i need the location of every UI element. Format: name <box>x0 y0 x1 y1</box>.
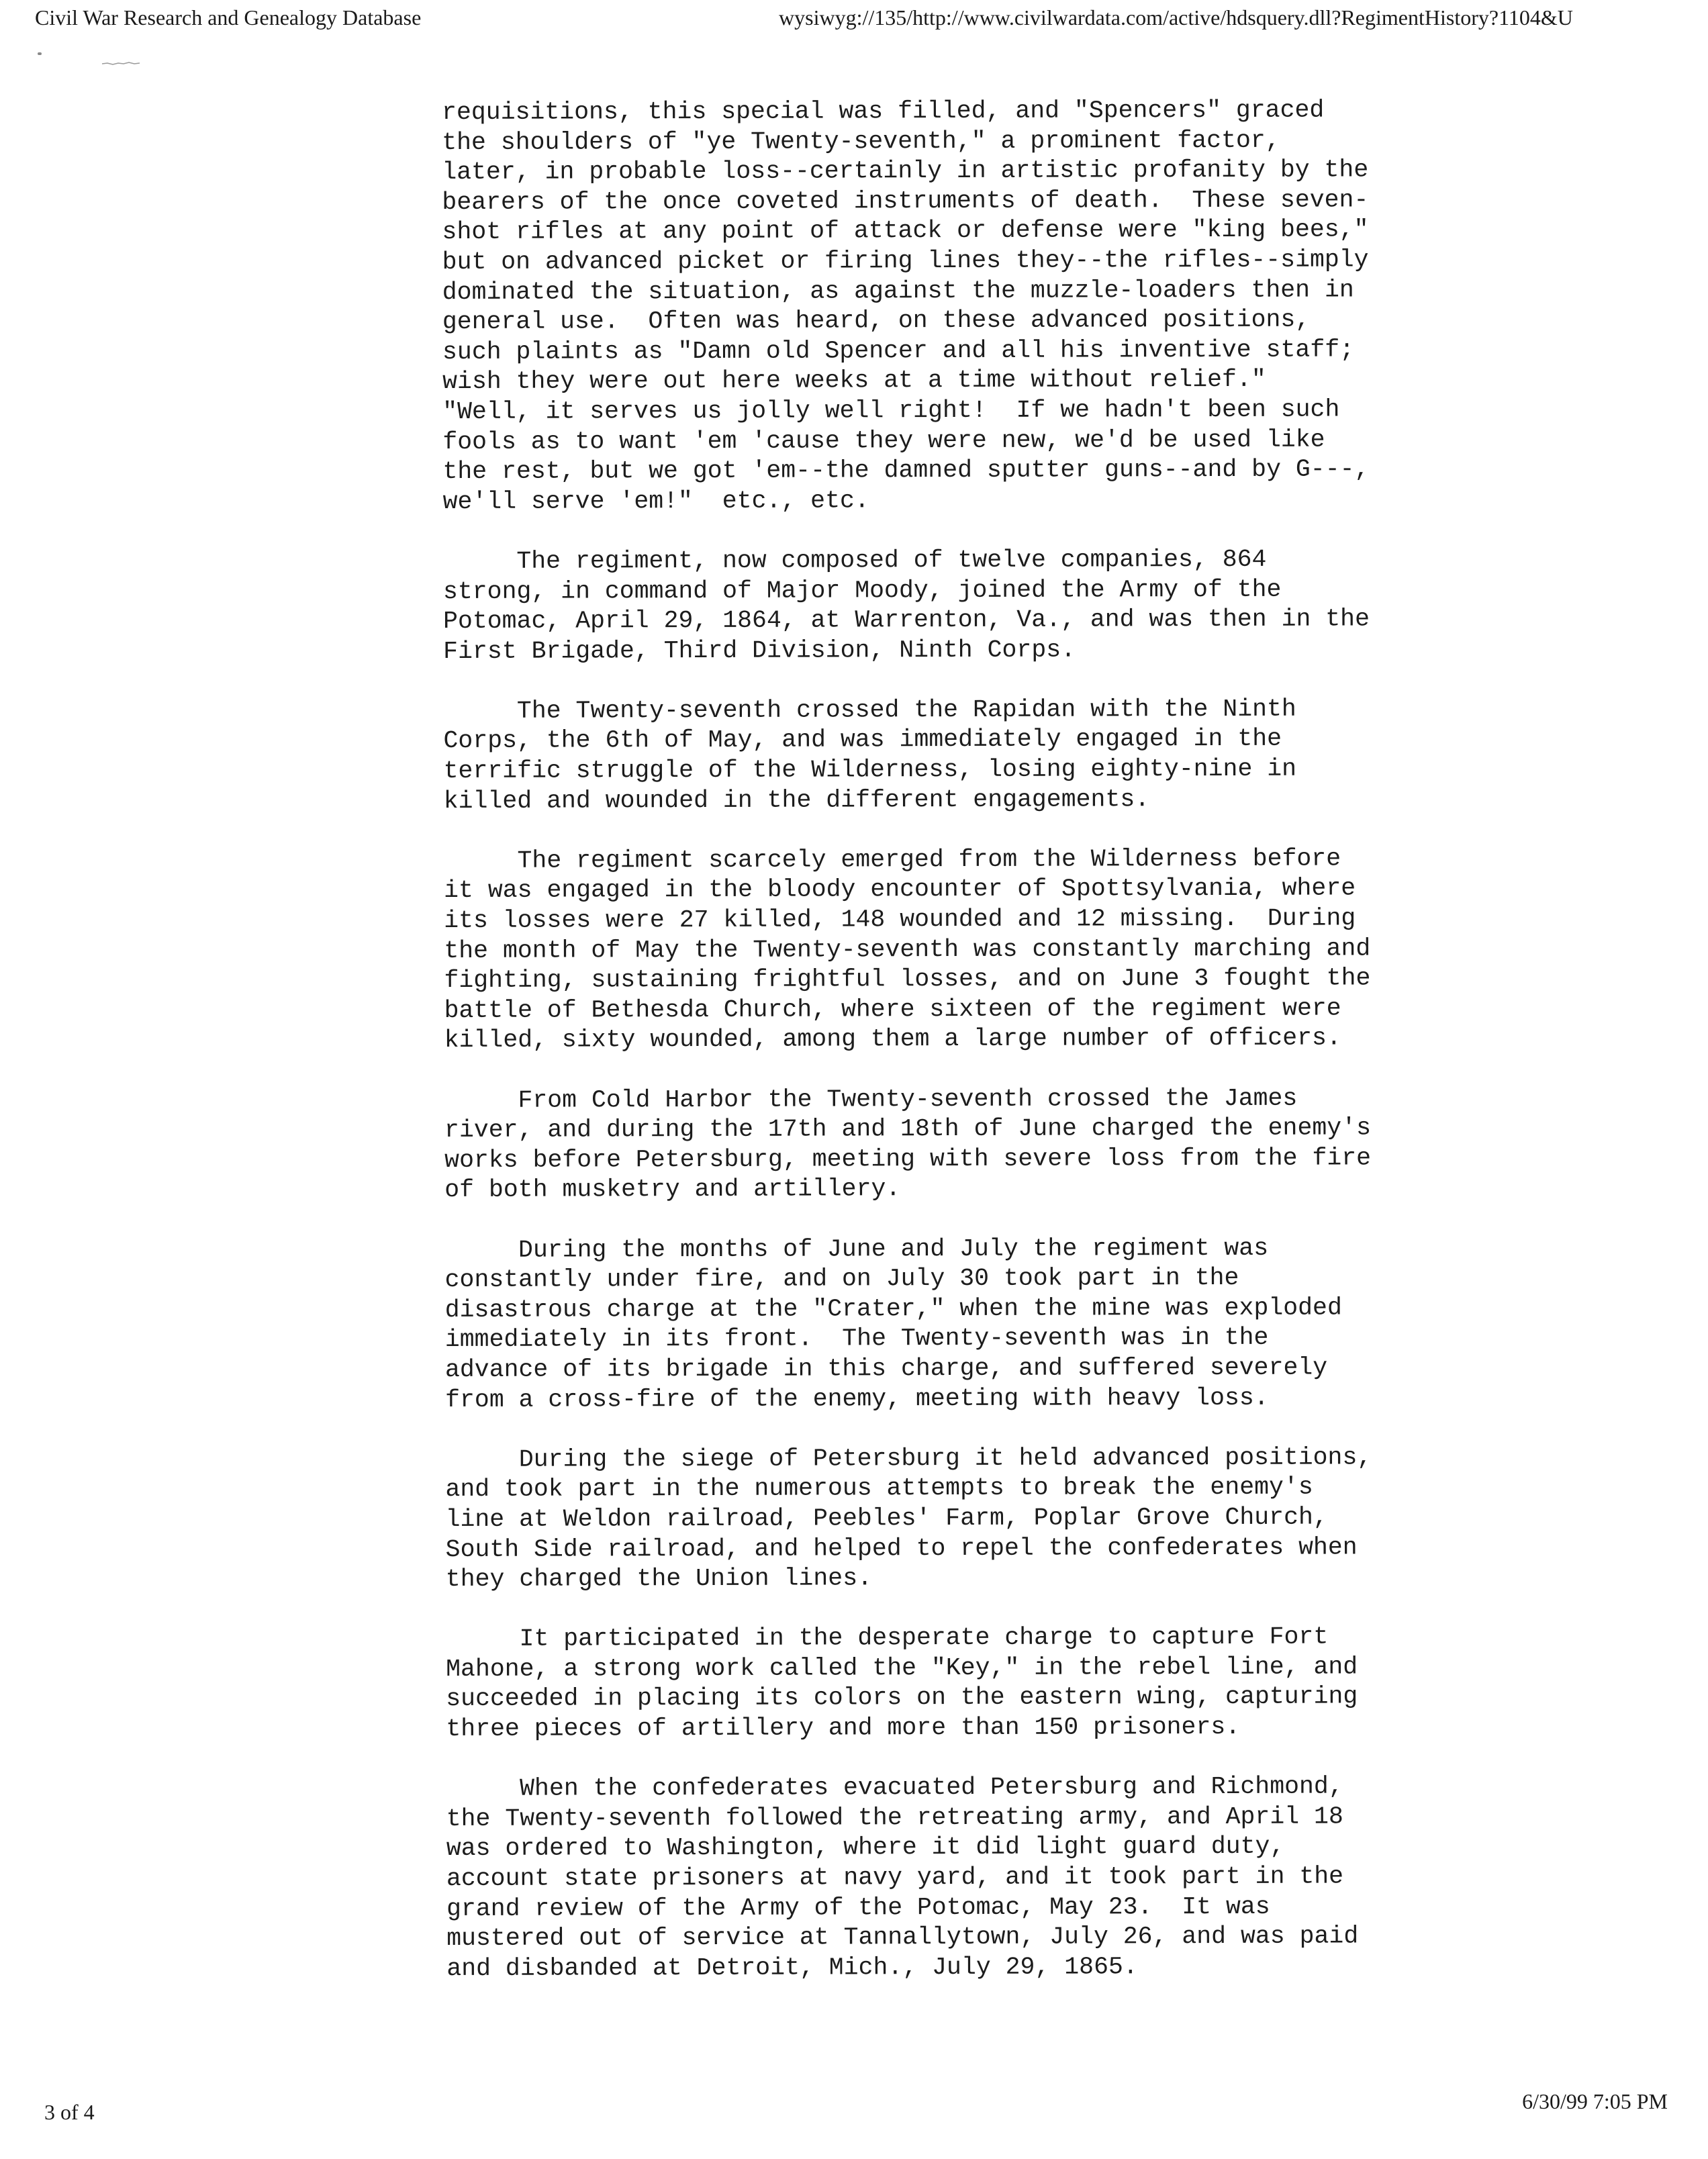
text-line: was ordered to Washington, where it did light guard duty, <box>446 1833 1285 1863</box>
text-line: It participated in the desperate charge to capture Fort <box>445 1623 1329 1653</box>
paragraph <box>443 694 1524 817</box>
text-line: we'll serve 'em!" etc., etc. <box>442 487 869 516</box>
text-line: The regiment, now composed of twelve companies, 864 <box>442 545 1267 575</box>
text-line: later, in probable loss--certainly in artistic profanity by the <box>442 156 1369 187</box>
page-indicator: 3 of 4 <box>44 2100 95 2124</box>
text-line: mustered out of service at Tannallytown, July 26, and was paid <box>446 1922 1359 1953</box>
paragraph <box>445 1442 1527 1594</box>
text-line: and took part in the numerous attempts to break the enemy's <box>445 1473 1313 1504</box>
text-line: The regiment scarcely emerged from the Wilderness before <box>443 845 1341 875</box>
site-title: Civil War Research and Genealogy Database <box>35 5 422 30</box>
text-line: disastrous charge at the "Crater," when the mine was exploded <box>444 1294 1342 1324</box>
text-line: the rest, but we got 'em--the damned sputter guns--and by G---, <box>442 455 1370 486</box>
print-timestamp: 6/30/99 7:05 PM <box>1522 2089 1668 2113</box>
text-line: wish they were out here weeks at a time without relief." <box>442 366 1266 396</box>
text-line: killed and wounded in the different engagements. <box>443 785 1150 815</box>
text-line: three pieces of artillery and more than 150 prisoners. <box>446 1713 1241 1743</box>
paragraph <box>444 1083 1525 1206</box>
text-line: bearers of the once coveted instruments of death. These seven- <box>442 186 1369 216</box>
text-line: killed, sixty wounded, among them a large number of officers. <box>444 1024 1341 1055</box>
text-line: "Well, it serves us jolly well right! If we hadn't been such <box>442 395 1340 426</box>
text-line: account state prisoners at navy yard, and it took part in the <box>446 1862 1344 1893</box>
paragraph <box>446 1772 1528 1984</box>
text-line: works before Petersburg, meeting with severe loss from the fire <box>444 1144 1372 1174</box>
text-line: immediately in its front. The Twenty-seventh was in the <box>444 1324 1269 1354</box>
scan-speck <box>38 52 42 55</box>
text-line: but on advanced picket or firing lines they--the rifles--simply <box>442 246 1369 276</box>
text-line: From Cold Harbor the Twenty-seventh crossed the James <box>444 1084 1298 1114</box>
text-line: grand review of the Army of the Potomac, May 23. It was <box>446 1892 1270 1923</box>
text-line: When the confederates evacuated Petersburg and Richmond, <box>446 1772 1343 1803</box>
scan-smudge <box>101 60 141 66</box>
text-line: advance of its brigade in this charge, and suffered severely <box>444 1353 1328 1384</box>
text-line: from a cross-fire of the enemy, meeting with heavy loss. <box>445 1384 1269 1414</box>
text-line: Potomac, April 29, 1864, at Warrenton, Va., and was then in the <box>442 605 1370 636</box>
paragraph <box>442 95 1524 518</box>
text-line: strong, in command of Major Moody, joined the Army of the <box>442 575 1282 606</box>
paragraph <box>446 1622 1527 1745</box>
text-line: South Side railroad, and helped to repel the confederates when <box>445 1533 1358 1564</box>
page-url: wysiwyg://135/http://www.civilwardata.com/active/hdsquery.dll?RegimentHistory?1104&U <box>779 5 1573 30</box>
text-line: river, and during the 17th and 18th of June charged the enemy's <box>444 1114 1372 1145</box>
text-line: the shoulders of "ye Twenty-seventh," a prominent factor, <box>442 126 1280 156</box>
text-line: requisitions, this special was filled, and "Spencers" graced <box>442 96 1325 126</box>
text-line: shot rifles at any point of attack or defense were "king bees," <box>442 215 1369 246</box>
text-line: the month of May the Twenty-seventh was constantly marching and <box>444 934 1371 965</box>
text-line: First Brigade, Third Division, Ninth Corps. <box>443 636 1076 665</box>
paragraph <box>444 844 1525 1056</box>
text-line: terrific struggle of the Wilderness, losing eighty-nine in <box>443 755 1297 785</box>
text-line: and disbanded at Detroit, Mich., July 29, 1865. <box>446 1953 1138 1982</box>
paragraph <box>443 544 1524 667</box>
regiment-history-text <box>442 95 1527 1984</box>
text-line: fools as to want 'em 'cause they were new, we'd be used like <box>442 426 1325 456</box>
text-line: they charged the Union lines. <box>445 1564 873 1594</box>
text-line: The Twenty-seventh crossed the Rapidan with the Ninth <box>443 695 1296 725</box>
text-line: of both musketry and artillery. <box>444 1175 901 1204</box>
text-line: Corps, the 6th of May, and was immediately engaged in the <box>443 725 1282 755</box>
text-line: battle of Bethesda Church, where sixteen of the regiment were <box>444 994 1341 1024</box>
text-line: dominated the situation, as against the muzzle-loaders then in <box>442 276 1354 306</box>
text-line: such plaints as "Damn old Spencer and all his inventive staff; <box>442 336 1355 366</box>
text-line: constantly under fire, and on July 30 took part in the <box>444 1264 1239 1294</box>
text-line: line at Weldon railroad, Peebles' Farm, Poplar Grove Church, <box>445 1503 1328 1533</box>
text-line: its losses were 27 killed, 148 wounded and 12 missing. During <box>444 904 1356 935</box>
text-line: During the months of June and July the regiment was <box>444 1234 1269 1264</box>
text-line: fighting, sustaining frightful losses, and on June 3 fought the <box>444 964 1371 995</box>
text-line: succeeded in placing its colors on the eastern wing, capturing <box>446 1682 1358 1713</box>
text-line: the Twenty-seventh followed the retreating army, and April 18 <box>446 1803 1343 1833</box>
text-line: it was engaged in the bloody encounter of Spottsylvania, where <box>444 874 1356 905</box>
text-line: general use. Often was heard, on these advanced positions, <box>442 305 1311 336</box>
text-line: Mahone, a strong work called the "Key," in the rebel line, and <box>446 1653 1358 1683</box>
paragraph <box>444 1233 1526 1415</box>
text-line: During the siege of Petersburg it held advanced positions, <box>445 1443 1372 1474</box>
